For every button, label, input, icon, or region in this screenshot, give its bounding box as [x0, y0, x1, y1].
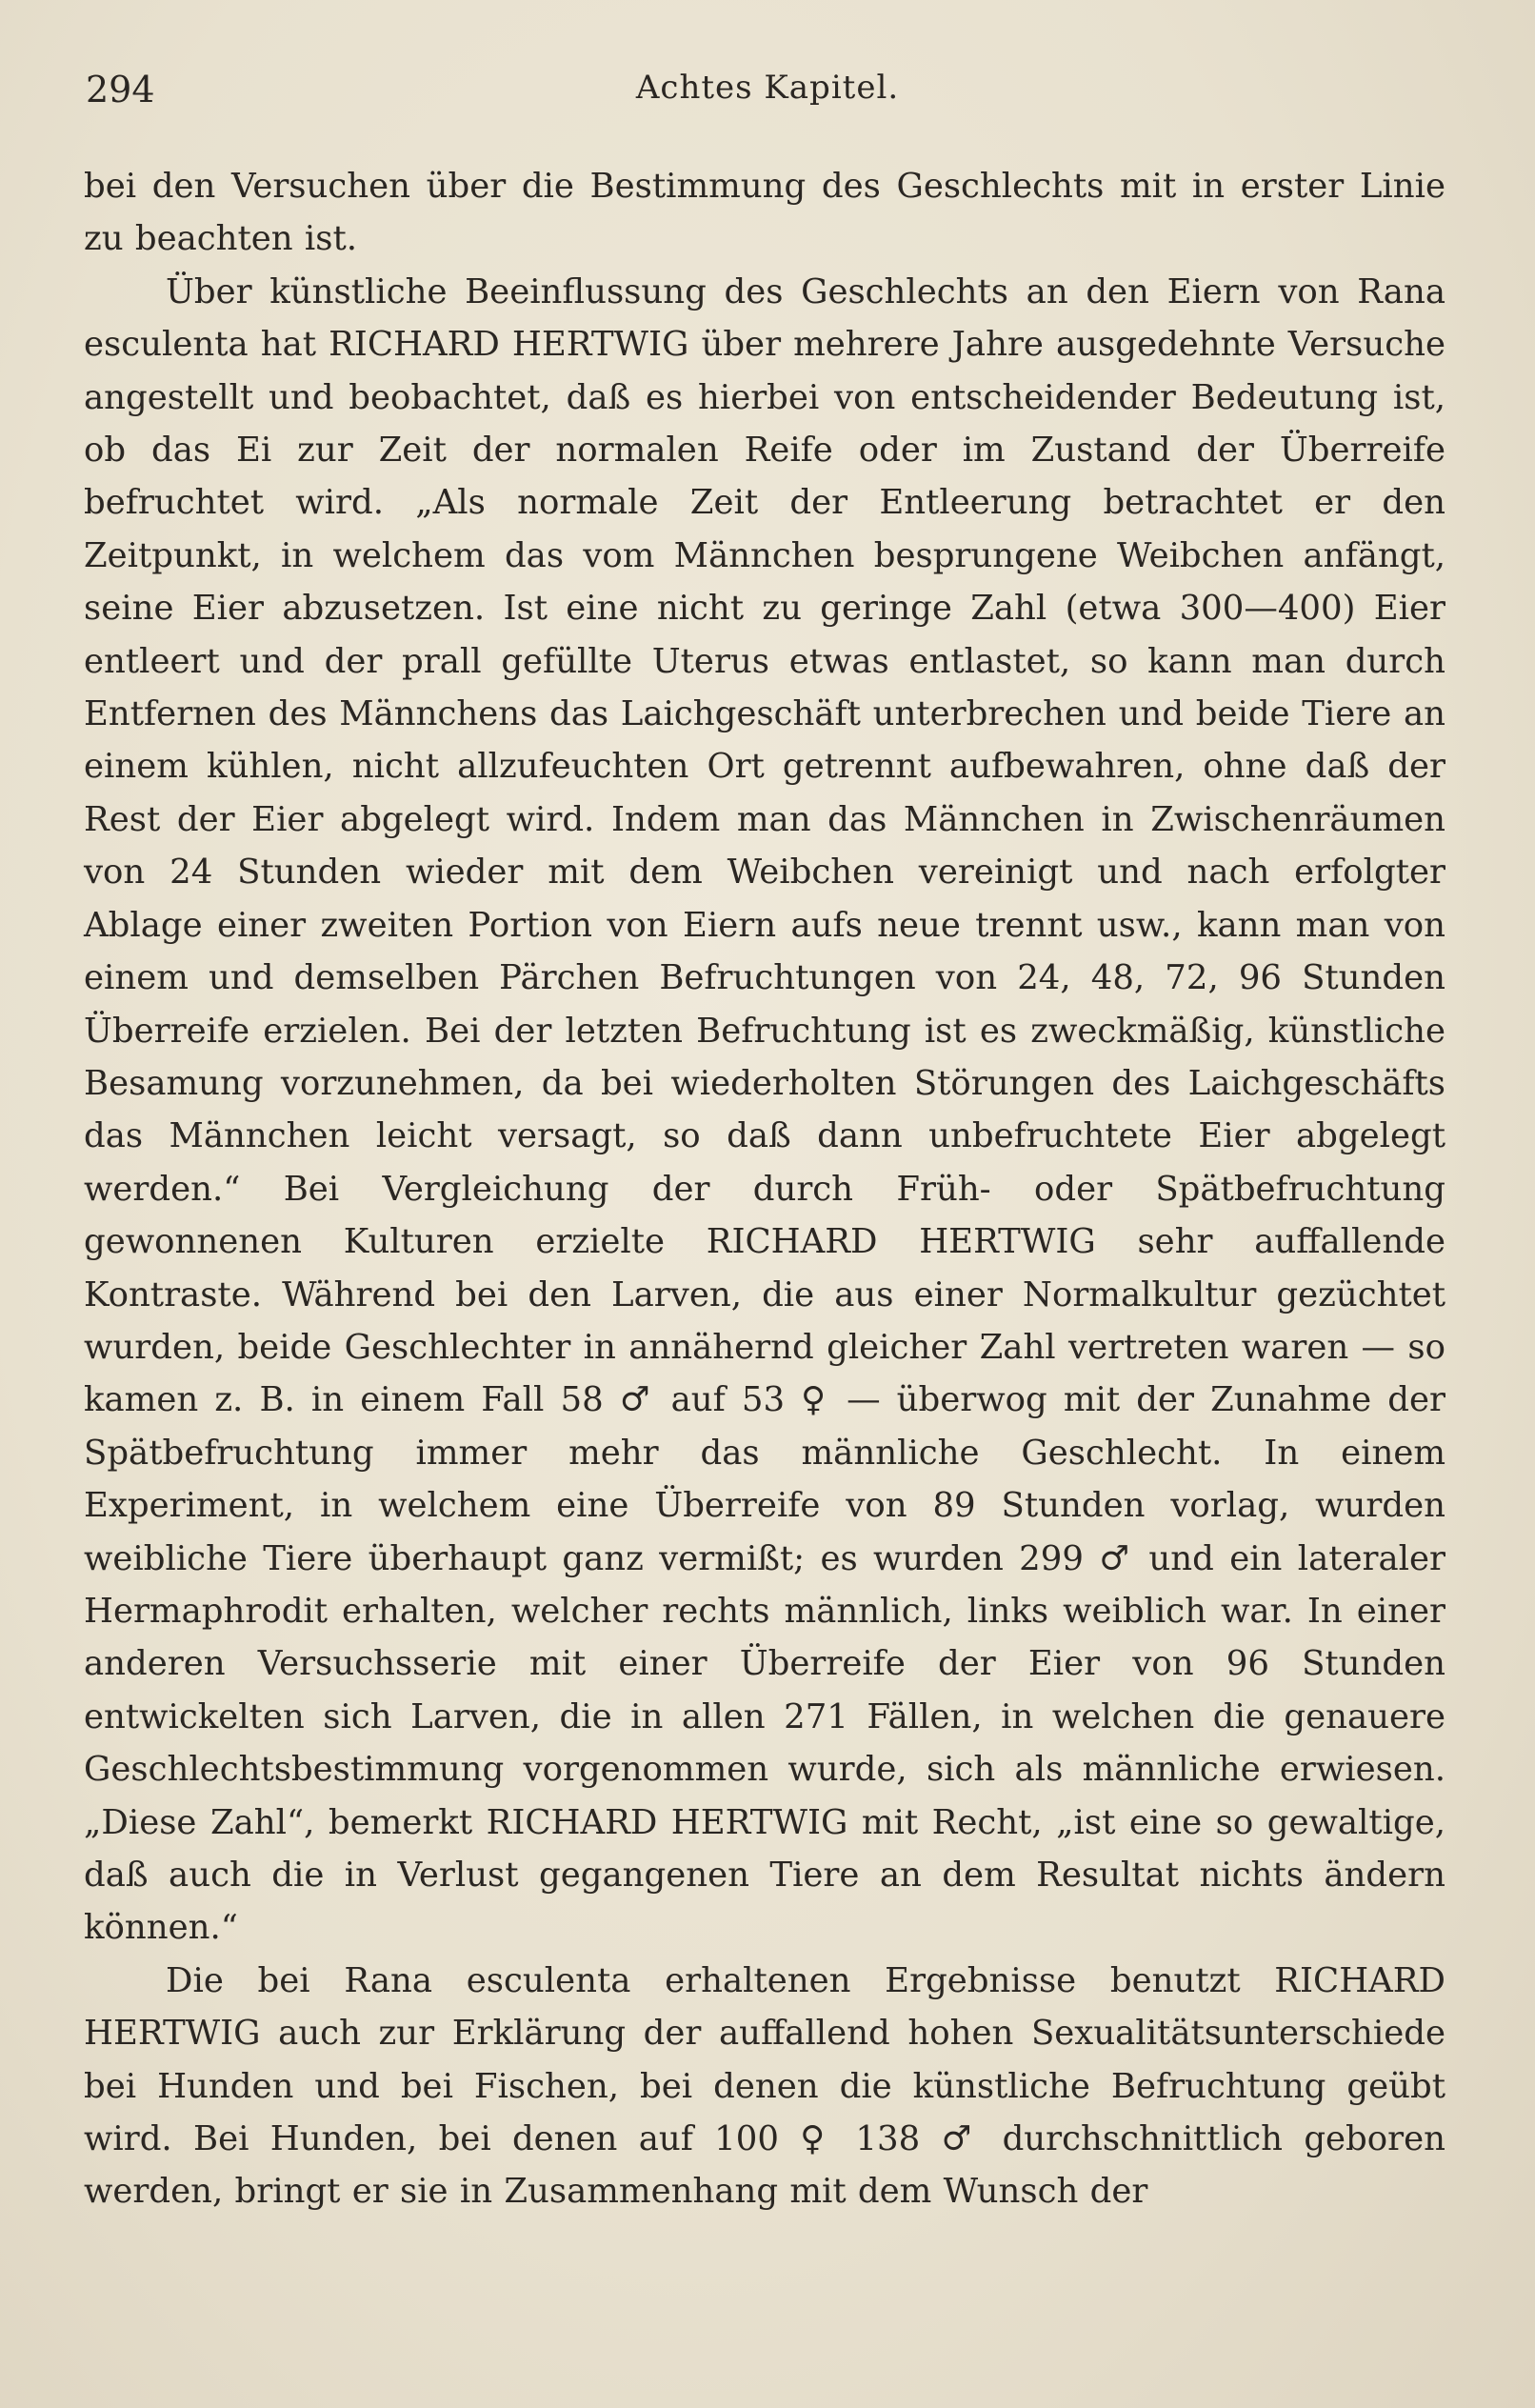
paragraph-2: Über künstliche Beeinflussung des Geschlechts an den Eiern von Rana esculenta hat RICHARD HERTWIG über mehrere Jahre ausgedehnte Versuche angestellt und beobachtet, daß es hierbei von entscheidender Bedeutung ist, ob das Ei zur Zeit der normalen Reife oder im Zustand der Überreife befruchtet wird. „Als normale Zeit der Entleerung betrachtet er den Zeitpunkt, in welchem das vom Männchen besprungene Weibchen anfängt, seine Eier abzusetzen. Ist eine nicht zu geringe Zahl (etwa 300—400) Eier entleert und der prall gefüllte Uterus etwas entlastet, so kann man durch Entfernen des Männchens das Laichgeschäft unterbrechen und beide Tiere an einem kühlen, nicht allzufeuchten Ort getrennt aufbewahren, ohne daß der Rest der Eier abgelegt wird. Indem man das Männchen in Zwischenräumen von 24 Stunden wieder mit dem Weibchen vereinigt und nach erfolgter Ablage einer zweiten Portion von Eiern aufs neue trennt usw., kann man von einem und demselben Pärchen Befruchtungen von 24, 48, 72, 96 Stunden Überreife erzielen. Bei der letzten Befruchtung ist es zweckmäßig, künstliche Besamung vorzunehmen, da bei wiederholten Störungen des Laichgeschäfts das Männchen leicht versagt, so daß dann unbefruchtete Eier abgelegt werden.“ Bei Vergleichung der durch Früh- oder Spätbefruchtung gewonnenen Kulturen erzielte RICHARD HERTWIG sehr auffallende Kontraste. Während bei den Larven, die aus einer Normalkultur gezüchtet wurden, beide Geschlechter in annähernd gleicher Zahl vertreten waren — so kamen z. B. in einem Fall 58 ♂ auf 53 ♀ — überwog mit der Zunahme der Spätbefruchtung immer mehr das männliche Geschlecht. In einem Experiment, in welchem eine Überreife von 89 Stunden vorlag, wurden weibliche Tiere überhaupt ganz vermißt; es wurden 299 ♂ und ein lateraler Hermaphrodit erhalten, welcher rechts männlich, links weiblich war. In einer anderen Versuchsserie mit einer Überreife der Eier von 96 Stunden entwickelten sich Larven, die in allen 271 Fällen, in welchen die genauere Geschlechtsbestimmung vorgenommen wurde, sich als männliche erwiesen. „Diese Zahl“, bemerkt RICHARD HERTWIG mit Recht, „ist eine so gewaltige, daß auch die in Verlust gegangenen Tiere an dem Resultat nichts ändern können.“ — [84, 271, 1445, 1948]
page-number: 294 — [86, 69, 155, 110]
body-text — [84, 160, 1445, 2218]
page-header — [86, 69, 1449, 126]
paragraph-3: Die bei Rana esculenta erhaltenen Ergebnisse benutzt RICHARD HERTWIG auch zur Erklärung der auffallend hohen Sexualitätsunterschiede bei Hunden und bei Fischen, bei denen die künstliche Befruchtung geübt wird. Bei Hunden, bei denen auf 100 ♀ 138 ♂ durchschnittlich geboren werden, bringt er sie in Zusammenhang mit dem Wunsch der — [84, 1960, 1445, 2212]
paragraph-1: bei den Versuchen über die Bestimmung des Geschlechts mit in erster Linie zu beachten ist. — [84, 167, 1445, 259]
running-title: Achtes Kapitel. — [635, 69, 900, 107]
